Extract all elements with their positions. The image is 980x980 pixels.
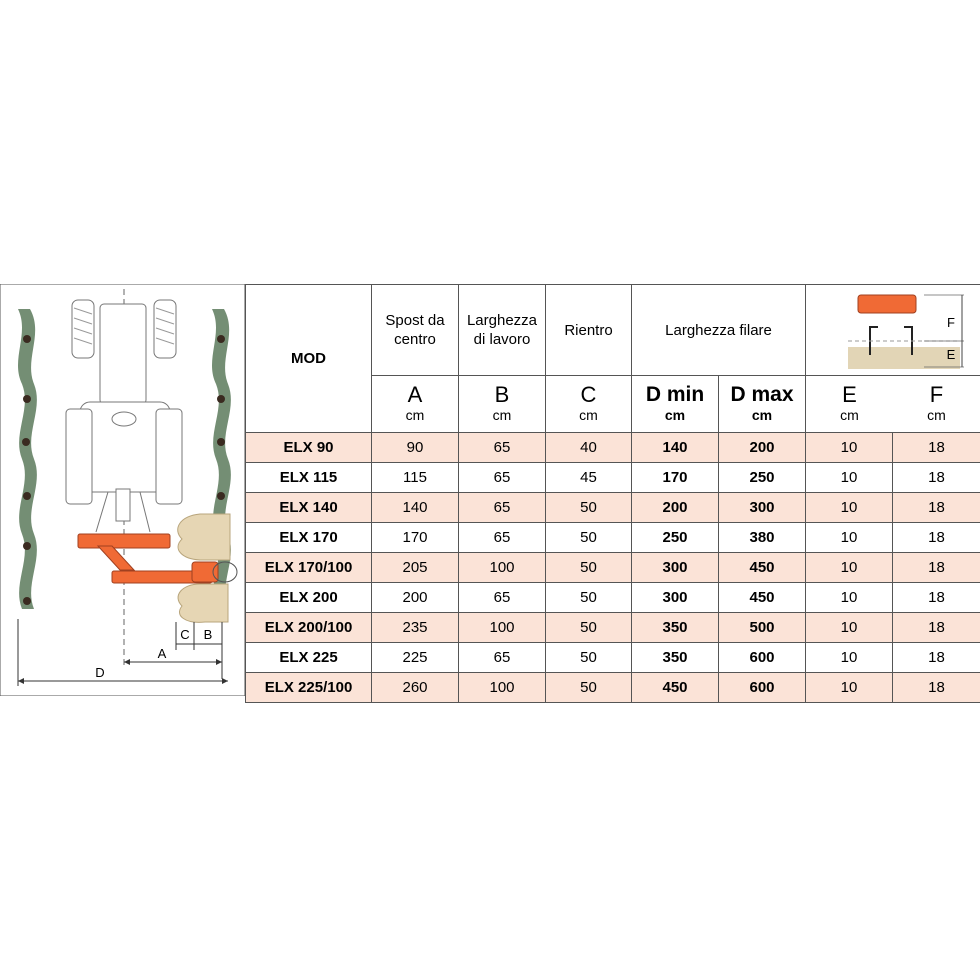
col-c-unit: cm [579,407,598,423]
cell-dmin: 350 [632,643,719,673]
table-row [246,523,980,553]
cell-dmax: 450 [719,583,806,613]
diagram-label-b: B [203,627,213,642]
table-row [246,463,980,493]
cell-dmax: 600 [719,673,806,703]
cell-mod: ELX 115 [246,463,372,493]
cell-b: 65 [459,643,546,673]
cell-b: 65 [459,523,546,553]
col-a-title [372,285,459,376]
cell-mod: ELX 90 [246,433,372,463]
table-row [246,493,980,523]
table-row [246,433,980,463]
cell-dmin: 170 [632,463,719,493]
soil-mound-upper [178,514,230,560]
cell-a: 140 [372,493,459,523]
col-a-unit: cm [405,407,425,423]
cell-e: 10 [806,463,893,493]
table-body [246,433,980,703]
col-ef-unit-cell [806,376,980,433]
table-row [246,643,980,673]
cell-c: 50 [546,673,632,703]
col-b-unit: cm [492,407,512,423]
cell-c: 50 [546,613,632,643]
cell-c: 40 [546,433,632,463]
cell-dmin: 200 [632,493,719,523]
cell-mod: ELX 200/100 [246,613,372,643]
tractor-diagram [0,284,245,696]
cell-dmin: 350 [632,613,719,643]
cell-mod: ELX 225/100 [246,673,372,703]
cell-c: 50 [546,523,632,553]
cell-dmin: 450 [632,673,719,703]
cell-a: 260 [372,673,459,703]
cell-c: 50 [546,493,632,523]
cell-a: 170 [372,523,459,553]
col-a-unit-cell [372,376,459,433]
cell-dmax: 500 [719,613,806,643]
col-b-letter: B [494,382,510,407]
col-e-letter: E [842,382,857,407]
col-dmax-label: D max [730,383,794,406]
col-b-title [459,285,546,376]
cell-c: 50 [546,583,632,613]
inset-label-f: F [947,315,955,330]
cell-e: 10 [806,553,893,583]
cell-b: 100 [459,613,546,643]
col-a-title-line2: centro [394,331,436,348]
table-row [246,673,980,703]
table-row [246,553,980,583]
cell-dmax: 200 [719,433,806,463]
col-dmin-label: D min [645,383,705,406]
cell-dmin: 250 [632,523,719,553]
cell-dmax: 380 [719,523,806,553]
cell-a: 200 [372,583,459,613]
diagram-label-a: A [157,646,167,661]
cell-e: 10 [806,433,893,463]
cell-e: 10 [806,673,893,703]
mod-header: MOD [246,285,372,433]
cell-dmax: 250 [719,463,806,493]
col-d-title: Larghezza filare [632,285,806,376]
col-dmax-unit: cm [751,407,773,423]
diagram-label-d: D [95,665,105,680]
ef-inset-cell [806,285,980,376]
cell-f: 18 [893,493,980,523]
cell-mod: ELX 200 [246,583,372,613]
cell-e: 10 [806,493,893,523]
cell-dmin: 300 [632,553,719,583]
col-dmax-unit-cell [719,376,806,433]
cell-mod: ELX 170/100 [246,553,372,583]
inset-label-e: E [946,347,956,362]
cell-mod: ELX 225 [246,643,372,673]
cell-c: 50 [546,643,632,673]
col-dmin-unit: cm [664,407,686,423]
col-c-letter: C [580,382,597,407]
cell-f: 18 [893,583,980,613]
cell-dmax: 600 [719,643,806,673]
table-row [246,613,980,643]
cell-a: 115 [372,463,459,493]
cell-mod: ELX 140 [246,493,372,523]
col-a-title-line1: Spost da [385,312,445,329]
col-e-unit: cm [840,407,859,423]
cell-a: 225 [372,643,459,673]
col-dmin-unit-cell [632,376,719,433]
col-c-title: Rientro [546,285,632,376]
cell-a: 205 [372,553,459,583]
spec-table [245,284,980,703]
cell-e: 10 [806,583,893,613]
cell-f: 18 [893,673,980,703]
col-f-unit: cm [927,407,946,423]
cell-f: 18 [893,553,980,583]
cell-b: 65 [459,463,546,493]
cell-f: 18 [893,613,980,643]
cell-mod: ELX 170 [246,523,372,553]
cell-e: 10 [806,643,893,673]
col-f-letter: F [929,382,944,407]
col-b-title-line2: di lavoro [473,331,531,348]
cell-dmax: 300 [719,493,806,523]
table-row [246,583,980,613]
cell-c: 45 [546,463,632,493]
cell-b: 100 [459,553,546,583]
cell-f: 18 [893,463,980,493]
cell-dmin: 140 [632,433,719,463]
cell-f: 18 [893,523,980,553]
cell-f: 18 [893,433,980,463]
cell-e: 10 [806,523,893,553]
cell-a: 90 [372,433,459,463]
col-b-unit-cell [459,376,546,433]
cell-f: 18 [893,643,980,673]
col-b-title-line1: Larghezza [466,312,538,329]
col-c-unit-cell [546,376,632,433]
cell-b: 100 [459,673,546,703]
cell-dmax: 450 [719,553,806,583]
cell-c: 50 [546,553,632,583]
cell-a: 235 [372,613,459,643]
cell-b: 65 [459,493,546,523]
col-a-letter: A [407,382,423,407]
cell-e: 10 [806,613,893,643]
cell-dmin: 300 [632,583,719,613]
soil-mound-lower [178,584,228,622]
ef-inset-diagram [806,285,980,371]
cell-b: 65 [459,433,546,463]
cell-b: 65 [459,583,546,613]
diagram-label-c: C [180,627,190,642]
